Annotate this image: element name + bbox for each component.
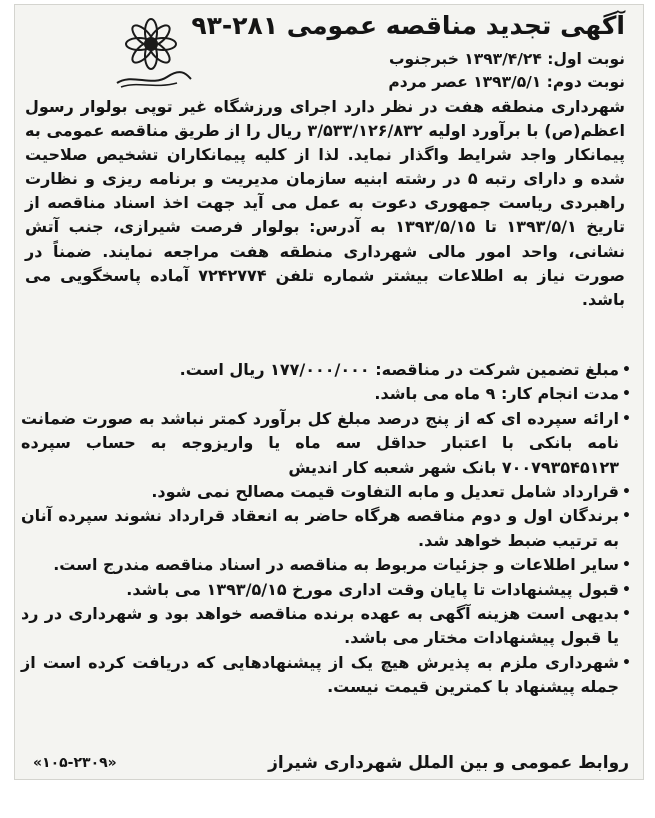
bullet-icon: • <box>622 410 631 427</box>
condition-text: بدیهی است هزینه آگهی به عهده برنده مناقصه خواهد بود و شهرداری در رد یا قبول پیشنهادات مختار می باشد. <box>21 604 619 648</box>
condition-item <box>21 358 631 382</box>
bullet-icon: • <box>622 557 631 574</box>
condition-item <box>21 407 631 480</box>
bullet-icon: • <box>622 386 631 403</box>
condition-item <box>21 602 631 651</box>
bullet-icon: • <box>622 581 631 598</box>
condition-text: شهرداری ملزم به پذیرش هیچ یک از پیشنهادهایی که دریافت کرده است از جمله پیشنهاد با کمترین قیمت نیست. <box>21 652 619 697</box>
notice-intro-paragraph: شهرداری منطقه هفت در نظر دارد اجرای ورزشگاه غیر توپی بولوار رسول اعظم(ص) با برآورد اولیه ۳/۵۳۳/۱۲۶/۸۳۲ ریال را از طریق مناقصه عمومی به پیمانکار واجد شرایط واگذار نماید. لذا از کلیه پیمانکاران تشخیص صلاحیت شده و دارای رتبه ۵ در رشته ابنیه سازمان مدیریت و برنامه ریزی و نظارت راهبردی ریاست جمهوری دعوت به عمل می آید جهت اخذ اسناد مناقصه از تاریخ ۱۳۹۳/۵/۱ تا ۱۳۹۳/۵/۱۵ به آدرس: بولوار فرصت شیرازی، جنب آتش نشانی، واحد امور مالی شهرداری منطقه هفت مراجعه نمایند. ضمناً در صورت نیاز به اطلاعات بیشتر شماره تلفن ۷۲۴۲۷۷۴ آماده پاسخگویی می باشد. <box>25 97 626 309</box>
condition-text: مبلغ تضمین شرکت در مناقصه: ۱۷۷/۰۰۰/۰۰۰ ریال است. <box>179 360 619 379</box>
notice-footer <box>33 753 629 781</box>
condition-item <box>21 504 631 553</box>
condition-text: قرارداد شامل تعدیل و مابه التفاوت قیمت مصالح نمی شود. <box>151 482 619 502</box>
conditions-list <box>21 358 631 700</box>
shiraz-municipality-logo-icon <box>107 17 195 91</box>
flower-logo-svg <box>107 17 195 91</box>
condition-item <box>21 553 631 577</box>
condition-text: قبول پیشنهادات تا پایان وقت اداری مورخ ۱۳۹۳/۵/۱۵ می باشد. <box>126 579 619 599</box>
condition-item <box>21 382 631 406</box>
condition-text: برندگان اول و دوم مناقصه هرگاه حاضر به انعقاد قرارداد نشوند سپرده آنان به ترتیب ضبط خواهد شد. <box>21 506 619 550</box>
condition-text: مدت انجام کار: ۹ ماه می باشد. <box>374 384 619 404</box>
condition-text: ارائه سپرده ای که از پنج درصد مبلغ کل برآورد کمتر نباشد به صورت ضمانت نامه بانکی با اعتبار حداقل سه ماه یا واریزوجه به حساب سپرده ۷۰۰۷۹۳۵۴۵۱۲۳ بانک شهر شعبه کار اندیش <box>21 408 619 477</box>
first-turn-line: نوبت اول: ۱۳۹۳/۴/۲۴ خبرجنوب <box>388 50 625 68</box>
tender-notice <box>14 4 644 780</box>
footer-signature: روابط عمومی و بین الملل شهرداری شیراز <box>268 753 629 773</box>
bullet-icon: • <box>622 508 631 525</box>
bullet-icon: • <box>622 606 631 623</box>
bullet-icon: • <box>622 484 631 501</box>
bullet-icon: • <box>622 362 631 378</box>
notice-title: آگهی تجدید مناقصه عمومی ۲۸۱-۹۳ <box>191 11 625 40</box>
condition-item <box>21 651 631 700</box>
condition-item <box>21 578 631 602</box>
condition-item <box>21 480 631 504</box>
second-turn-line: نوبت دوم: ۱۳۹۳/۵/۱ عصر مردم <box>388 73 625 91</box>
bullet-icon: • <box>622 654 631 671</box>
footer-code: «۱۰۵-۲۳۰۹» <box>33 755 117 771</box>
condition-text: سایر اطلاعات و جزئیات مربوط به مناقصه در اسناد مناقصه مندرج است. <box>53 555 619 575</box>
